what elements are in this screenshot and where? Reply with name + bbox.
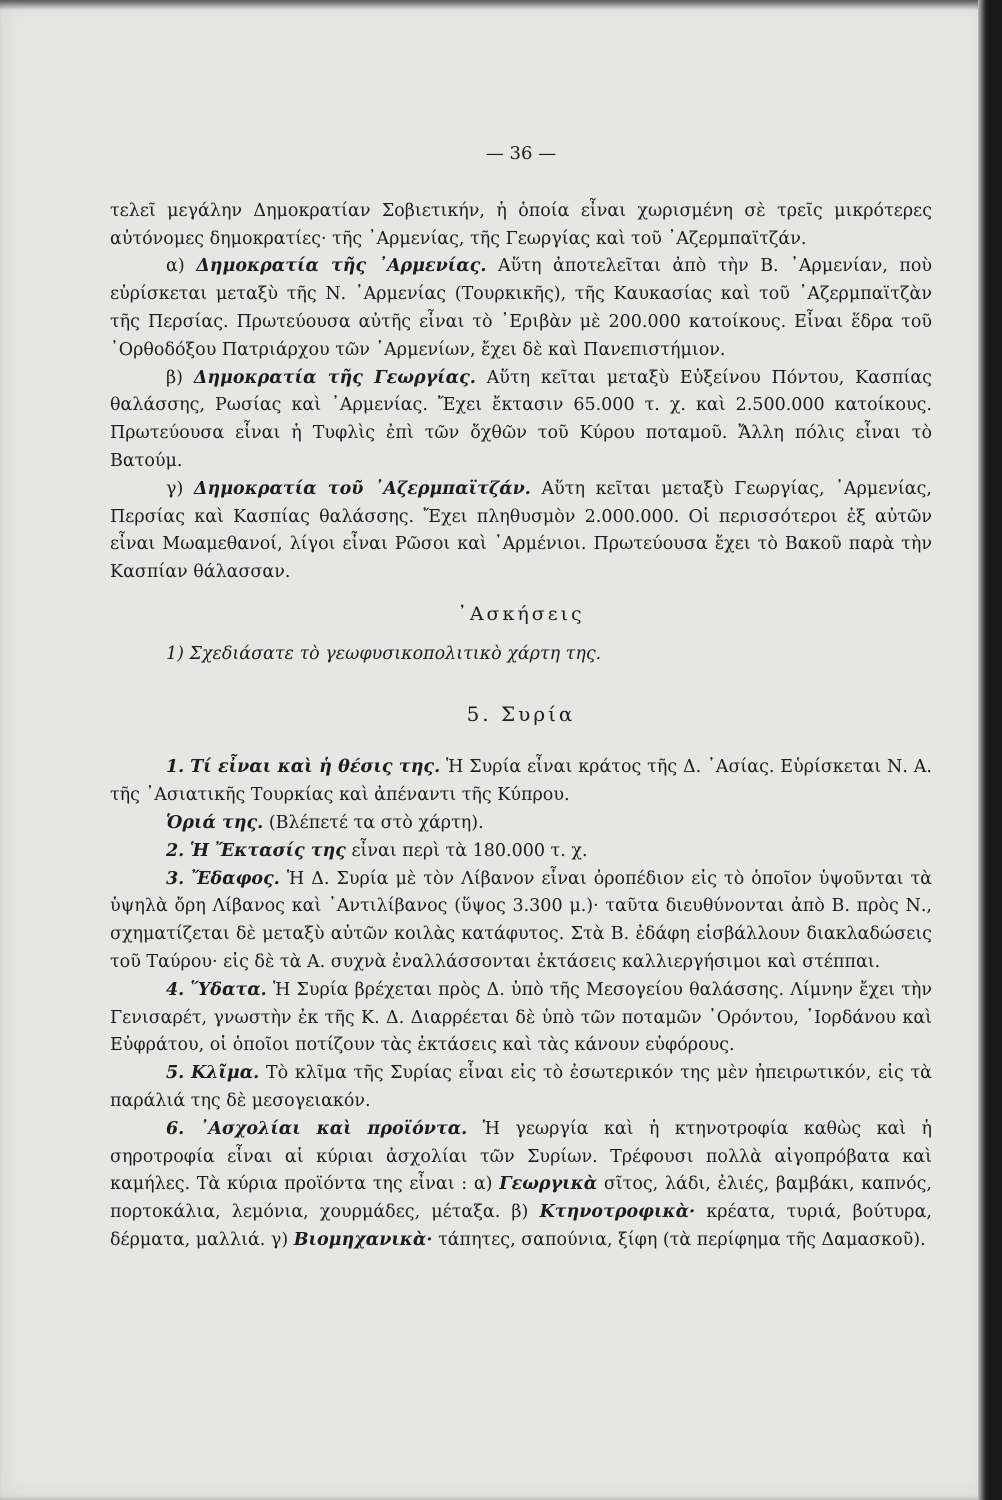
page-text	[110, 140, 932, 1255]
label-c: γ)	[166, 478, 184, 499]
item-6-keyword-livestock: Κτηνοτροφικὰ·	[539, 1202, 696, 1223]
item-6-text-3: κρέατα, τυριά, βούτυρα, δέρματα, μαλλιά. γ)	[110, 1202, 932, 1250]
label-a: α)	[166, 256, 185, 277]
label-b: β)	[166, 367, 183, 388]
item-borders-title: Ὁριά της.	[166, 812, 264, 833]
item-4	[110, 977, 932, 1060]
item-6-text-1: Ἡ γεωργία καὶ ἡ κτηνοτροφία καθὼς καὶ ἡ σηροτροφία εἶναι αἱ κύριαι ἀσχολίαι τῶν Συρίων. Τρέφουσι πολλὰ αἰγοπρόβατα καὶ καμήλες. Τὰ κύρια προϊόντα της εἶναι : α)	[110, 1118, 932, 1195]
paragraph-georgia	[110, 365, 932, 476]
page-top-shadow	[0, 0, 990, 10]
item-2-text: εἶναι περὶ τὰ 180.000 τ. χ.	[351, 840, 588, 861]
heading-azerbaijan: Δημοκρατία τοῦ ᾿Αζερμπαϊτζάν.	[193, 478, 531, 499]
item-1-title: Τί εἶναι καὶ ἡ θέσις της.	[190, 757, 441, 778]
item-1-text: Ἡ Συρία εἶναι κράτος τῆς Δ. ᾿Ασίας. Εὑρίσκεται Ν. Α. τῆς ᾿Ασιατικῆς Τουρκίας καὶ ἀπέναντι τῆς Κύπρου.	[110, 757, 932, 806]
item-2	[110, 838, 932, 866]
item-6-keyword-agricultural: Γεωργικὰ	[499, 1174, 598, 1195]
item-4-text: Ἡ Συρία βρέχεται πρὸς Δ. ὑπὸ τῆς Μεσογείου θαλάσσης. Λίμνην ἔχει τὴν Γενισαρέτ, γνωστὴν ἐκ τῆς Κ. Δ. Διαρρέεται δὲ ὑπὸ τῶν ποταμῶν ᾿Ορόντου, ᾿Ιορδάνου καὶ Εὐφράτου, οἱ ὁποῖοι ποτίζουν τὰς ἐκτάσεις καὶ τὰς κάνουν εὐφόρους.	[110, 979, 932, 1056]
item-5-number: 5.	[166, 1063, 185, 1084]
paragraph-azerbaijan	[110, 476, 932, 587]
text-armenia: Αὕτη ἀποτελεῖται ἀπὸ τὴν Β. ᾿Αρμενίαν, ποὺ εὑρίσκεται μεταξὺ τῆς Ν. ᾿Αρμενίας (Τουρκικῆς), τῆς Καυκασίας καὶ τοῦ ᾿Αζερμπαϊτζὰν τῆς Περσίας. Πρωτεύουσα αὐτῆς εἶναι τὸ ᾿Εριβὰν μὲ 200.000 κατοίκους. Εἶναι ἕδρα τοῦ ᾿Ορθοδόξου Πατριάρχου τῶν ᾿Αρμενίων, ἔχει δὲ καὶ Πανεπιστήμιον.	[110, 256, 932, 360]
paragraph-armenia	[110, 253, 932, 364]
item-1	[110, 754, 932, 810]
item-2-number: 2.	[166, 840, 185, 861]
item-5-text: Τὸ κλῖμα τῆς Συρίας εἶναι εἰς τὸ ἐσωτερικόν της μὲν ἠπειρωτικόν, εἰς τὰ παράλιά της δὲ μεσογειακόν.	[110, 1063, 932, 1111]
item-borders	[110, 810, 932, 838]
item-6	[110, 1116, 932, 1255]
paragraph-intro: τελεῖ μεγάλην Δημοκρατίαν Σοβιετικήν, ἡ ὁποία εἶναι χωρισμένη σὲ τρεῖς μικρότερες αὐτόνομες δημοκρατίες· τῆς ᾿Αρμενίας, τῆς Γεωργίας καὶ τοῦ ᾿Αζερμπαϊτζάν.	[110, 200, 932, 249]
exercises-heading: ᾿Ασκήσεις	[457, 602, 585, 625]
item-4-number: 4.	[166, 979, 185, 1000]
heading-georgia: Δημοκρατία τῆς Γεωργίας.	[193, 367, 476, 388]
item-6-number: 6.	[166, 1118, 185, 1139]
heading-armenia: Δημοκρατία τῆς ᾿Αρμενίας.	[196, 256, 487, 277]
item-4-title: Ὕδατα.	[190, 979, 267, 1000]
item-3-text: Ἡ Δ. Συρία μὲ τὸν Λίβανον εἶναι ὀροπέδιον εἰς τὸ ὁποῖον ὑψοῦνται τὰ ὑψηλὰ ὄρη Λίβανος καὶ ᾿Αντιλίβανος (ὕψος 3.300 μ.)· ταῦτα διευθύνονται ἀπὸ Β. πρὸς Ν., σχηματίζεται δὲ μεταξὺ αὐτῶν κοιλὰς κατάφυτος. Στὰ Β. ἐδάφη εἰσβάλλουν διακλαδώσεις τοῦ Ταύρου· εἰς δὲ τὰ Α. συχνὰ ἐναλλάσσονται ἐκτάσεις καλλιεργήσιμοι καὶ στέππαι.	[110, 868, 932, 972]
item-6-keyword-industrial: Βιομηχανικὰ·	[293, 1229, 433, 1250]
text-georgia: Αὕτη κεῖται μεταξὺ Εὐξείνου Πόντου, Κασπίας θαλάσσης, Ρωσίας καὶ ᾿Αρμενίας. Ἔχει ἔκτασιν 65.000 τ. χ. καὶ 2.500.000 κατοίκους. Πρωτεύουσα εἶναι ἡ Τυφλὶς ἐπὶ τῶν ὄχθῶν τοῦ Κύρου ποταμοῦ. Ἄλλη πόλις εἶναι τὸ Βατούμ.	[110, 367, 932, 471]
item-5	[110, 1060, 932, 1116]
item-6-text-4: τάπητες, σαπούνια, ξίφη (τὰ περίφημα τῆς Δαμασκοῦ).	[438, 1229, 926, 1250]
item-3-number: 3.	[166, 868, 185, 889]
item-6-title: ᾿Ασχολίαι καὶ προϊόντα.	[199, 1118, 468, 1139]
item-6-text-2: σῖτος, λάδι, ἐλιές, βαμβάκι, καπνός, πορτοκάλια, λεμόνια, χουρμάδες, μέταξα. β)	[110, 1174, 932, 1223]
item-1-number: 1.	[166, 757, 185, 778]
item-5-title: Κλῖμα.	[190, 1063, 260, 1084]
item-3	[110, 866, 932, 977]
section-heading-syria: 5. Συρία	[466, 701, 576, 726]
exercise-1: 1) Σχεδιάσατε τὸ γεωφυσικοπολιτικὸ χάρτη της.	[166, 643, 602, 664]
item-2-title: Ἡ Ἔκτασίς της	[189, 840, 346, 861]
item-borders-text: (Βλέπετέ τα στὸ χάρτη).	[268, 812, 484, 833]
item-3-title: Ἔδαφος.	[191, 868, 280, 889]
text-azerbaijan: Αὕτη κεῖται μεταξὺ Γεωργίας, ᾿Αρμενίας, Περσίας καὶ Κασπίας θαλάσσης. Ἔχει πληθυσμὸν 2.000.000. Οἱ περισσότεροι ἐξ αὐτῶν εἶναι Μωαμεθανοί, λίγοι εἶναι Ρῶσοι καὶ ᾿Αρμένιοι. Πρωτεύουσα ἔχει τὸ Βακοῦ παρὰ τὴν Κασπίαν θάλασσαν.	[110, 478, 932, 583]
page-number: — 36 —	[485, 143, 557, 164]
book-spine-edge	[978, 0, 990, 1500]
